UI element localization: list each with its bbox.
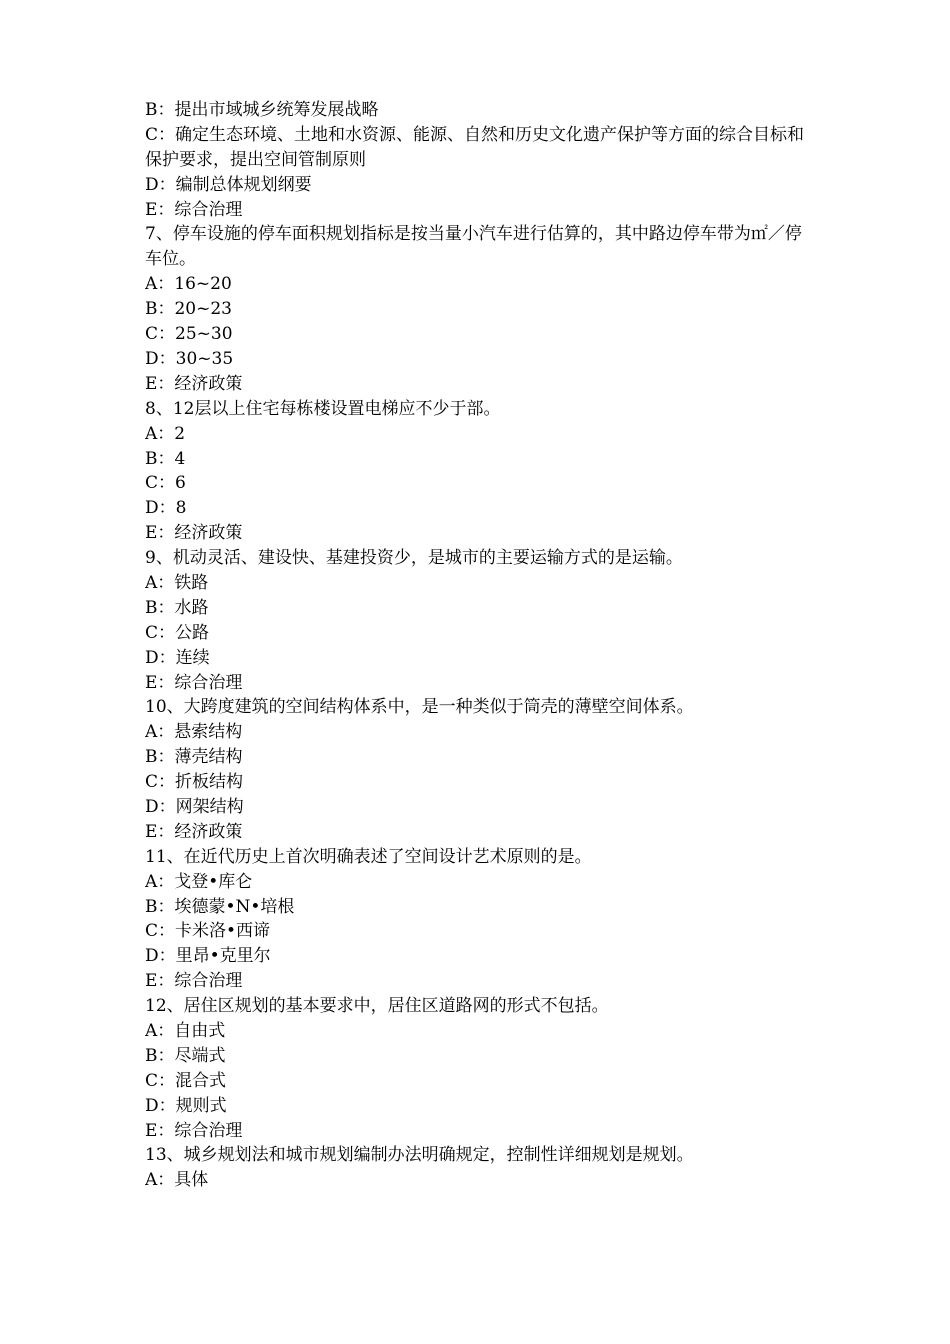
question-13 <box>145 1143 810 1193</box>
option-line: D：编制总体规划纲要 <box>145 174 312 195</box>
question-text: 8、12层以上住宅每栋楼设置电梯应不少于部。 <box>145 398 501 419</box>
option-line: A：悬索结构 <box>145 722 243 743</box>
lead-options <box>145 98 810 222</box>
question-text: 11、在近代历史上首次明确表述了空间设计艺术原则的是。 <box>145 846 592 867</box>
question-text: 7、停车设施的停车面积规划指标是按当量小汽车进行估算的，其中路边停车带为㎡／停车位。 <box>145 224 802 270</box>
option-line: A：16~20 <box>145 274 232 295</box>
option-line: A：戈登•库仑 <box>145 871 253 892</box>
option-line: E：综合治理 <box>145 971 243 992</box>
option-line: E：综合治理 <box>145 199 243 220</box>
option-line: C：6 <box>145 473 186 494</box>
question-text: 9、机动灵活、建设快、基建投资少，是城市的主要运输方式的是运输。 <box>145 548 683 569</box>
question-text: 13、城乡规划法和城市规划编制办法明确规定，控制性详细规划是规划。 <box>145 1145 694 1166</box>
option-line: B：薄壳结构 <box>145 747 243 768</box>
option-line: D：网架结构 <box>145 797 244 817</box>
question-text: 10、大跨度建筑的空间结构体系中，是一种类似于筒壳的薄壁空间体系。 <box>145 697 694 718</box>
option-line: C：混合式 <box>145 1070 227 1091</box>
option-line: A：具体 <box>145 1170 209 1191</box>
option-line: B：20~23 <box>145 299 233 320</box>
option-line: D：里昂•克里尔 <box>145 946 271 967</box>
option-line: C：确定生态环境、土地和水资源、能源、自然和历史文化遗产保护等方面的综合目标和保护要求，提出空间管制原则 <box>145 124 805 170</box>
option-line: B：提出市域城乡统筹发展战略 <box>145 100 379 120</box>
option-line: C：卡米洛•西谛 <box>145 921 271 942</box>
document-content <box>145 98 810 1193</box>
option-line: E：经济政策 <box>145 373 243 394</box>
option-line: B：水路 <box>145 597 209 618</box>
option-line: C：折板结构 <box>145 772 244 793</box>
option-line: B：4 <box>145 448 186 469</box>
option-line: E：综合治理 <box>145 672 243 693</box>
option-line: B：尽端式 <box>145 1045 226 1066</box>
option-line: D：规则式 <box>145 1095 227 1116</box>
option-line: E：综合治理 <box>145 1120 243 1141</box>
question-8 <box>145 397 810 546</box>
option-line: D：8 <box>145 498 187 519</box>
question-12 <box>145 994 810 1143</box>
option-line: A：铁路 <box>145 572 209 593</box>
option-line: C：25~30 <box>145 324 233 345</box>
question-9 <box>145 546 810 695</box>
option-line: A：2 <box>145 423 186 444</box>
option-line: A：自由式 <box>145 1021 226 1042</box>
option-line: C：公路 <box>145 622 210 643</box>
option-line: D：连续 <box>145 647 210 668</box>
question-text: 12、居住区规划的基本要求中，居住区道路网的形式不包括。 <box>145 996 609 1017</box>
option-line: D：30~35 <box>145 348 234 369</box>
question-7 <box>145 222 810 396</box>
option-line: E：经济政策 <box>145 821 243 842</box>
option-line: B：埃德蒙•N•培根 <box>145 896 295 917</box>
option-line: E：经济政策 <box>145 523 243 544</box>
question-10 <box>145 695 810 844</box>
question-11 <box>145 845 810 994</box>
